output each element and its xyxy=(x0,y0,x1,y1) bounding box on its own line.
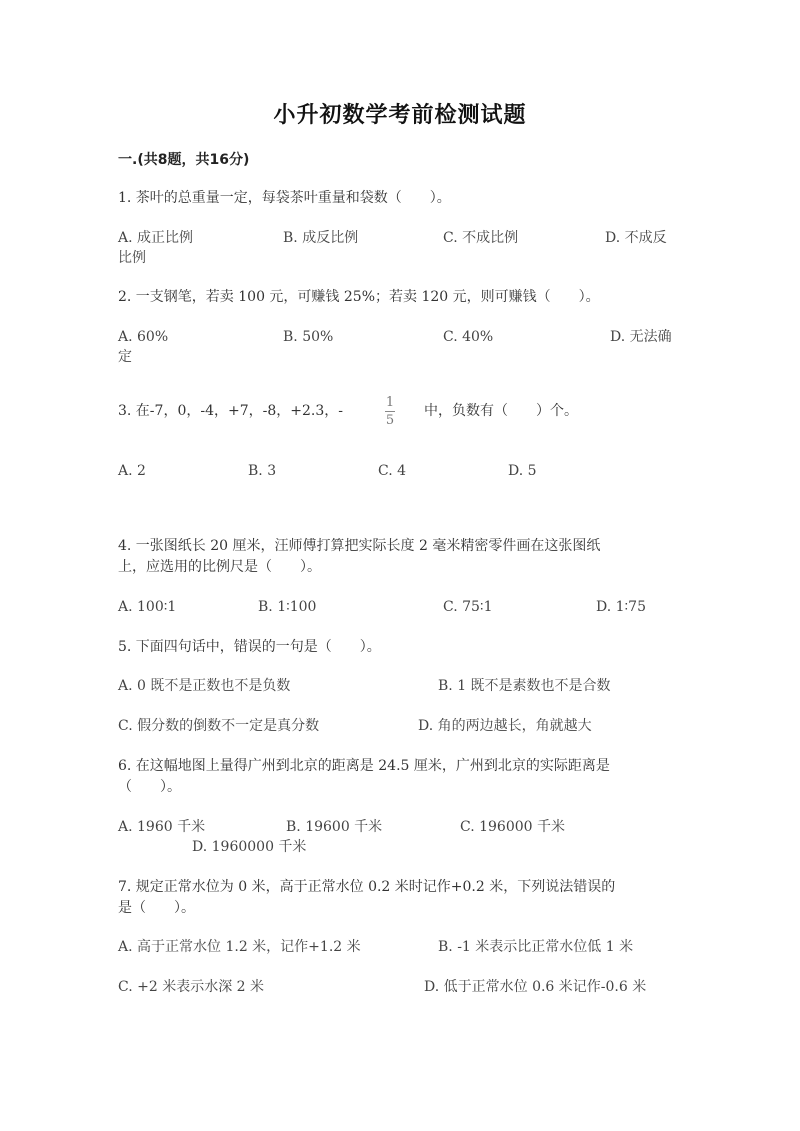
question-stem-line-1: 4. 一张图纸长 20 厘米，汪师傅打算把实际长度 2 毫米精密零件画在这张图纸 xyxy=(118,538,601,554)
option-a: A. 1960 千米 xyxy=(118,819,206,835)
question-stem-line-2: 上，应选用的比例尺是（ ）。 xyxy=(118,559,321,575)
fraction-bar xyxy=(385,411,395,412)
fraction-denominator: 5 xyxy=(385,413,395,428)
option-d: D. 无法确 xyxy=(610,329,672,345)
option-b: B. 成反比例 xyxy=(283,230,359,246)
option-c: C. 假分数的倒数不一定是真分数 xyxy=(118,718,320,734)
option-c: C. 75∶1 xyxy=(443,599,493,615)
option-a: A. 2 xyxy=(118,463,146,479)
option-a: A. 100∶1 xyxy=(118,599,177,615)
question-stem-line-1: 6. 在这幅地图上量得广州到北京的距离是 24.5 厘米，广州到北京的实际距离是 xyxy=(118,758,610,774)
fraction xyxy=(385,395,395,428)
option-d: D. 5 xyxy=(508,463,537,479)
option-d-wrap: 比例 xyxy=(118,250,146,266)
option-c: C. 不成比例 xyxy=(443,230,519,246)
option-a: A. 60% xyxy=(118,329,169,345)
page-title: 小升初数学考前检测试题 xyxy=(273,103,527,128)
option-c: C. 196000 千米 xyxy=(460,819,566,835)
option-c: C. 4 xyxy=(378,463,407,479)
option-d-wrap: 定 xyxy=(118,349,132,365)
option-a: A. 高于正常水位 1.2 米，记作+1.2 米 xyxy=(118,939,361,955)
option-c: C. +2 米表示水深 2 米 xyxy=(118,979,265,995)
question-stem-line-1: 7. 规定正常水位为 0 米，高于正常水位 0.2 米时记作+0.2 米，下列说法错误的 xyxy=(118,879,616,895)
question-stem: 2. 一支钢笔，若卖 100 元，可赚钱 25%；若卖 120 元，则可赚钱（ ）。 xyxy=(118,289,600,305)
fraction-numerator: 1 xyxy=(385,395,395,410)
option-b: B. 3 xyxy=(248,463,277,479)
question-stem: 5. 下面四句话中，错误的一句是（ ）。 xyxy=(118,639,381,655)
option-b: B. 19600 千米 xyxy=(286,819,383,835)
option-b: B. -1 米表示比正常水位低 1 米 xyxy=(438,939,634,955)
option-d: D. 低于正常水位 0.6 米记作-0.6 米 xyxy=(424,979,647,995)
section-heading: 一.(共8题，共16分) xyxy=(118,152,250,168)
option-d: D. 1∶75 xyxy=(596,599,646,615)
option-d: D. 角的两边越长，角就越大 xyxy=(418,718,592,734)
option-b: B. 1∶100 xyxy=(258,599,317,615)
option-b: B. 50% xyxy=(283,329,334,345)
option-a: A. 成正比例 xyxy=(118,230,194,246)
question-stem-line-2: 是（ ）。 xyxy=(118,900,195,916)
option-b: B. 1 既不是素数也不是合数 xyxy=(438,678,611,694)
question-stem: 1. 茶叶的总重量一定，每袋茶叶重量和袋数（ ）。 xyxy=(118,190,451,206)
question-stem-suffix: 中，负数有（ ）个。 xyxy=(424,403,578,419)
option-a: A. 0 既不是正数也不是负数 xyxy=(118,678,291,694)
question-stem-line-2: （ ）。 xyxy=(118,779,181,795)
question-stem-prefix: 3. 在-7，0，-4，+7，-8，+2.3，- xyxy=(118,403,343,419)
option-d: D. 不成反 xyxy=(605,230,667,246)
option-d: D. 1960000 千米 xyxy=(192,839,307,855)
option-c: C. 40% xyxy=(443,329,494,345)
